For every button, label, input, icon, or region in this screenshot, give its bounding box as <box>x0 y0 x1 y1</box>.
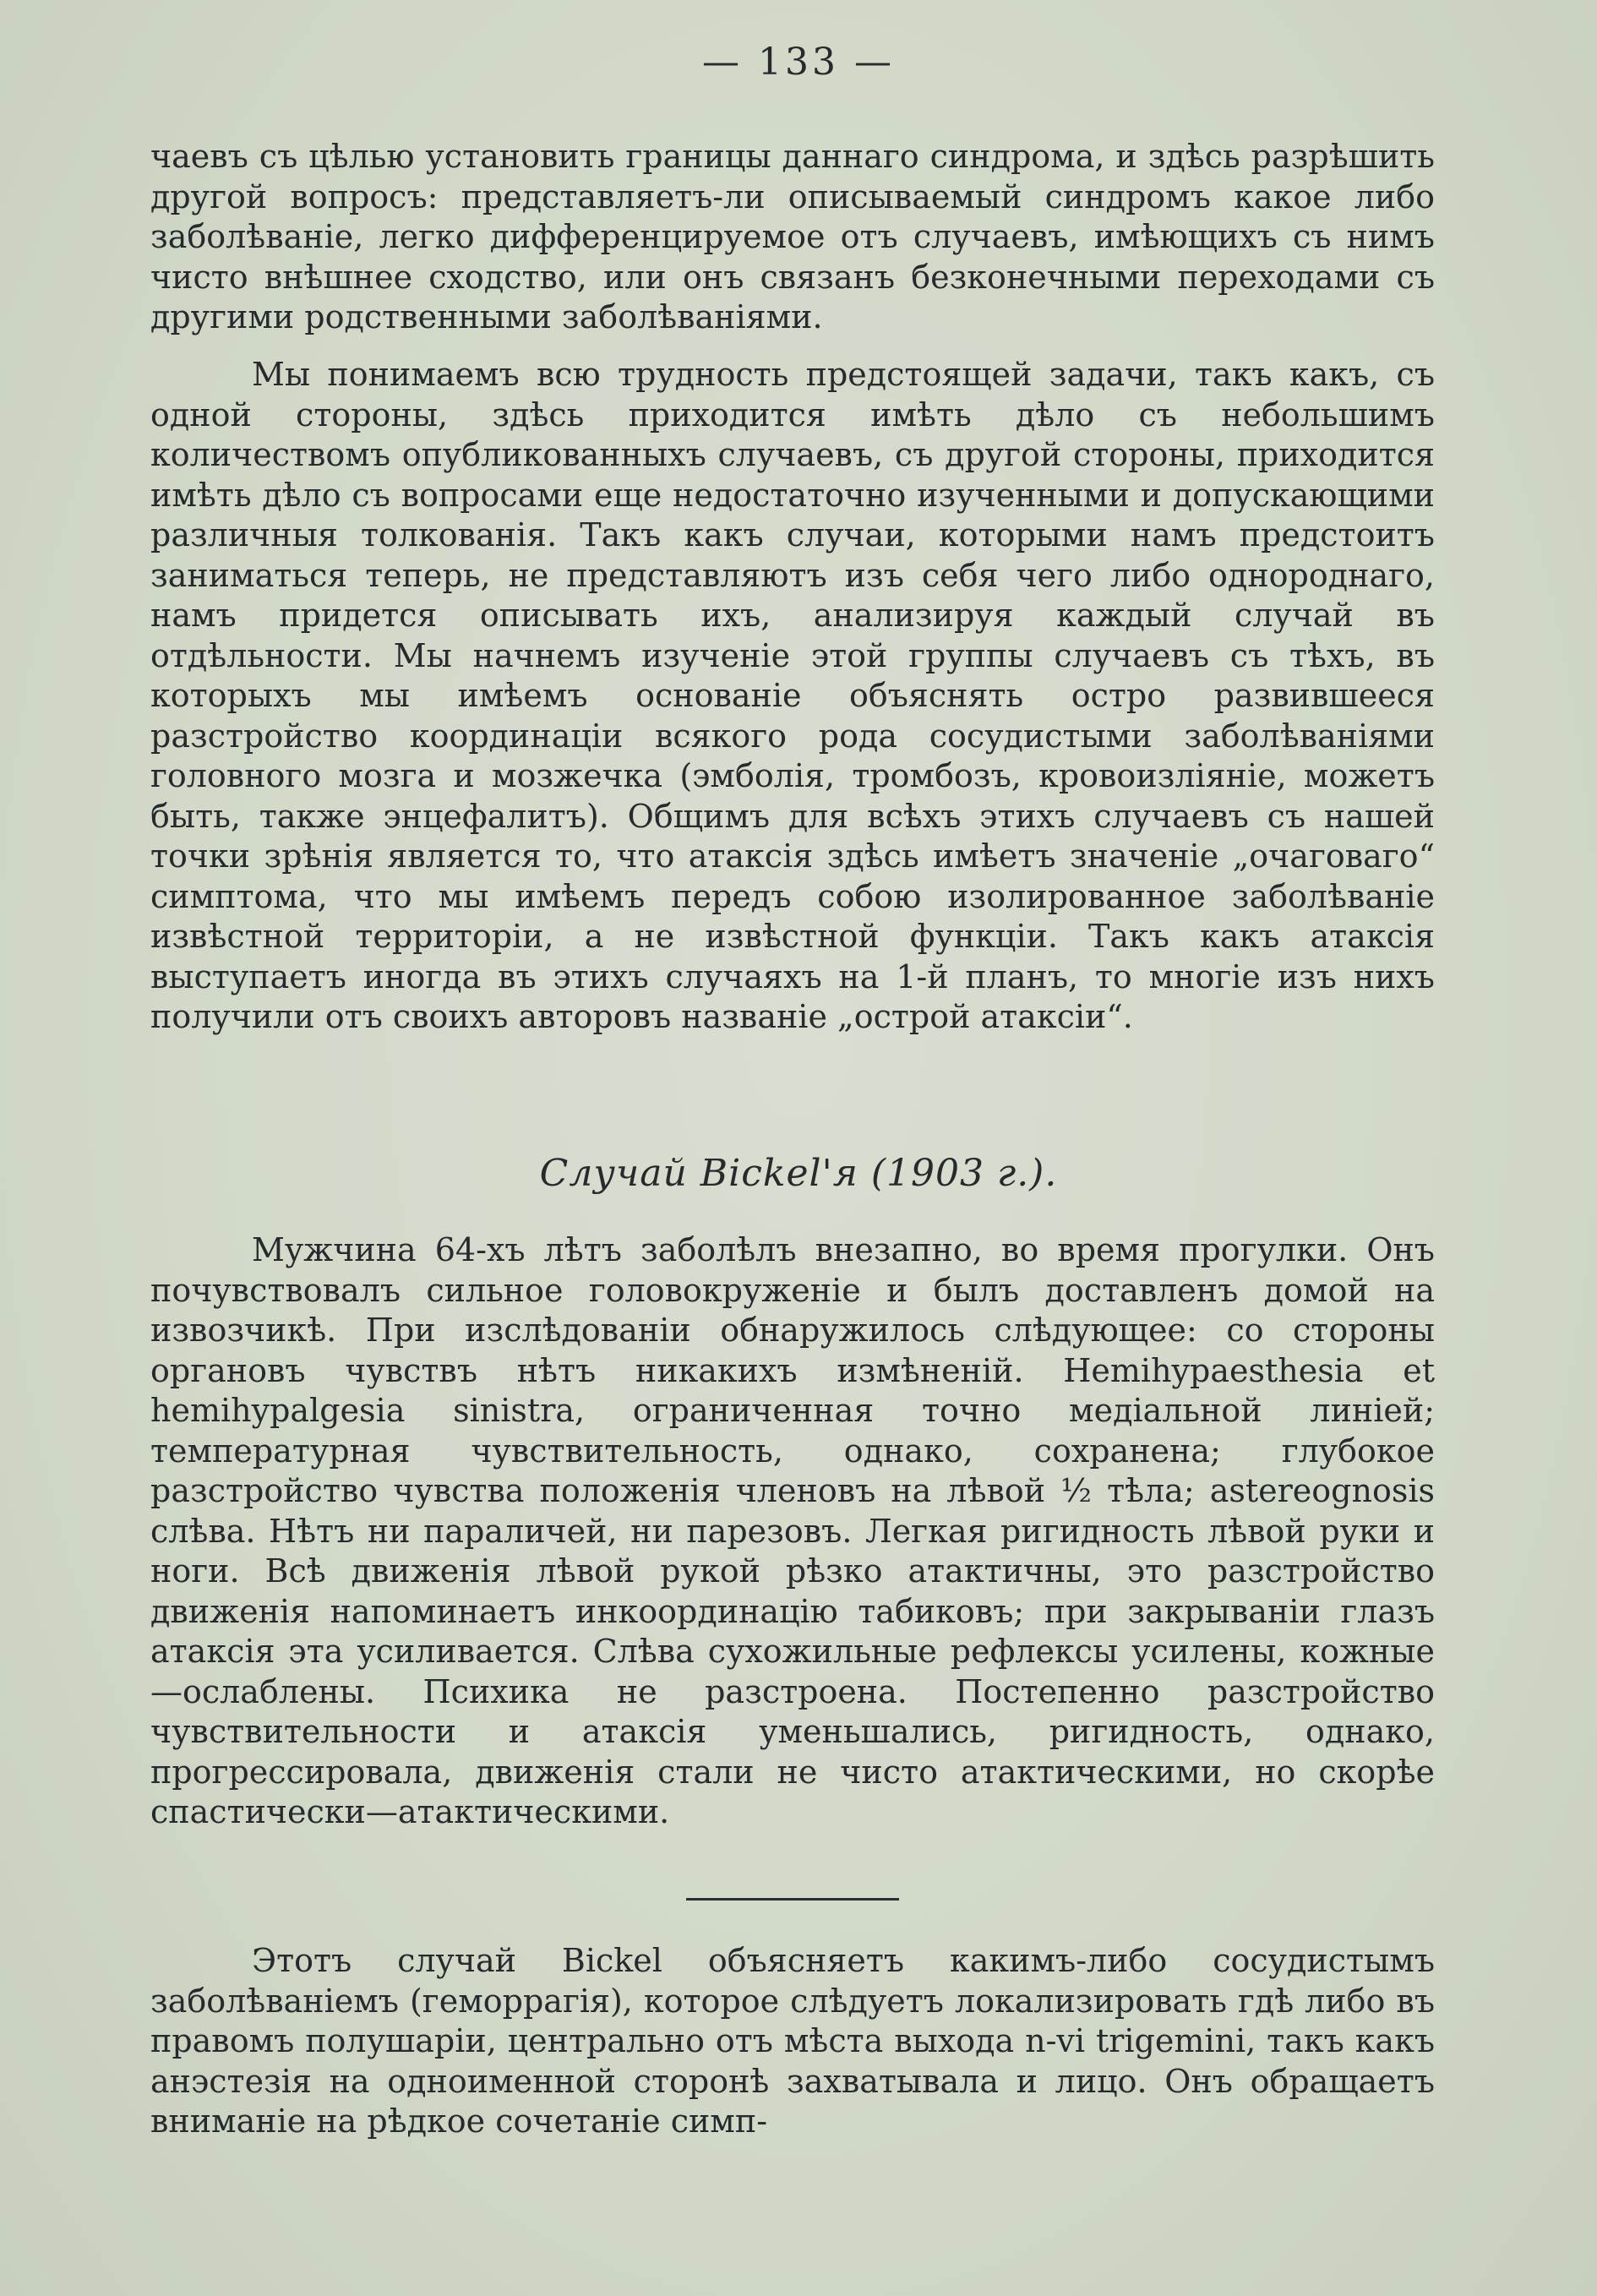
paragraph-case-description: Мужчина 64-хъ лѣтъ заболѣлъ внезапно, во время прогулки. Онъ почувствовалъ сильное головокруженіе и былъ доставленъ домой на извозчикѣ. При изслѣдованіи обнаружилось слѣдующее: со стороны органовъ чувствъ нѣтъ никакихъ измѣненій. Hemihypaesthesia et hemihypalgesia sinistra, ограниченная точно медіальной линіей; температурная чувствительность, однако, сохранена; глубокое разстройство чувства положенія членовъ на лѣвой ½ тѣла; astereognosis слѣва. Нѣтъ ни параличей, ни парезовъ. Легкая ригидность лѣвой руки и ноги. Всѣ движенія лѣвой рукой рѣзко атактичны, это разстройство движенія напоминаетъ инкоординацію табиковъ; при закрываніи глазъ атаксія эта усиливается. Слѣва сухожильные рефлексы усилены, кожные—ослаблены. Психика не разстроена. Постепенно разстройство чувствительности и атаксія уменьшались, ригидность, однако, прогрессировала, движенія стали не чисто атактическими, но скорѣе спастически—атактическими. <box>150 1231 1435 1830</box>
paragraph-difficulty: Мы понимаемъ всю трудность предстоящей задачи, такъ какъ, съ одной стороны, здѣсь приходится имѣть дѣло съ небольшимъ количествомъ опубликованныхъ случаевъ, съ другой стороны, приходится имѣть дѣло съ вопросами еще недостаточно изученными и допускающими различныя толкованія. Такъ какъ случаи, которыми намъ предстоитъ заниматься теперь, не представляютъ изъ себя чего либо однороднаго, намъ придется описывать ихъ, анализируя каждый случай въ отдѣльности. Мы начнемъ изученіе этой группы случаевъ съ тѣхъ, въ которыхъ мы имѣемъ основаніе объяснять остро развившееся разстройство координаціи всякого рода сосудистыми заболѣваніями головного мозга и мозжечка (эмболія, тромбозъ, кровоизліяніе, можетъ быть, также энцефалитъ). Общимъ для всѣхъ этихъ случаевъ съ нашей точки зрѣнія является то, что атаксія здѣсь имѣетъ значеніе „очаговаго“ симптома, что мы имѣемъ передъ собою изолированное заболѣваніе извѣстной территоріи, а не извѣстной функціи. Такъ какъ атаксія выступаетъ иногда въ этихъ случаяхъ на 1-й планъ, то многіе изъ нихъ получили отъ своихъ авторовъ названіе „острой атаксіи“. <box>150 356 1435 1035</box>
page-number: — 133 — <box>702 41 895 84</box>
section-divider <box>686 1898 899 1901</box>
case-heading: Случай Bickel'я (1903 г.). <box>539 1152 1058 1195</box>
paragraph-intro-continued: чаевъ съ цѣлью установить границы даннаго синдрома, и здѣсь разрѣшить другой вопросъ: представляетъ-ли описываемый синдромъ какое либо заболѣваніе, легко дифференцируемое отъ случаевъ, имѣющихъ съ нимъ чисто внѣшнее сходство, или онъ связанъ безконечными переходами съ другими родственными заболѣваніями. <box>150 138 1435 335</box>
paragraph-bickel-explanation: Этотъ случай Bickel объясняетъ какимъ-либо сосудистымъ заболѣваніемъ (геморрагія), которое слѣдуетъ локализировать гдѣ либо въ правомъ полушаріи, центрально отъ мѣста выхода n-vi trigemini, такъ какъ анэстезія на одноименной сторонѣ захватывала и лицо. Онъ обращаетъ вниманіе на рѣдкое сочетаніе симп- <box>150 1942 1435 2140</box>
